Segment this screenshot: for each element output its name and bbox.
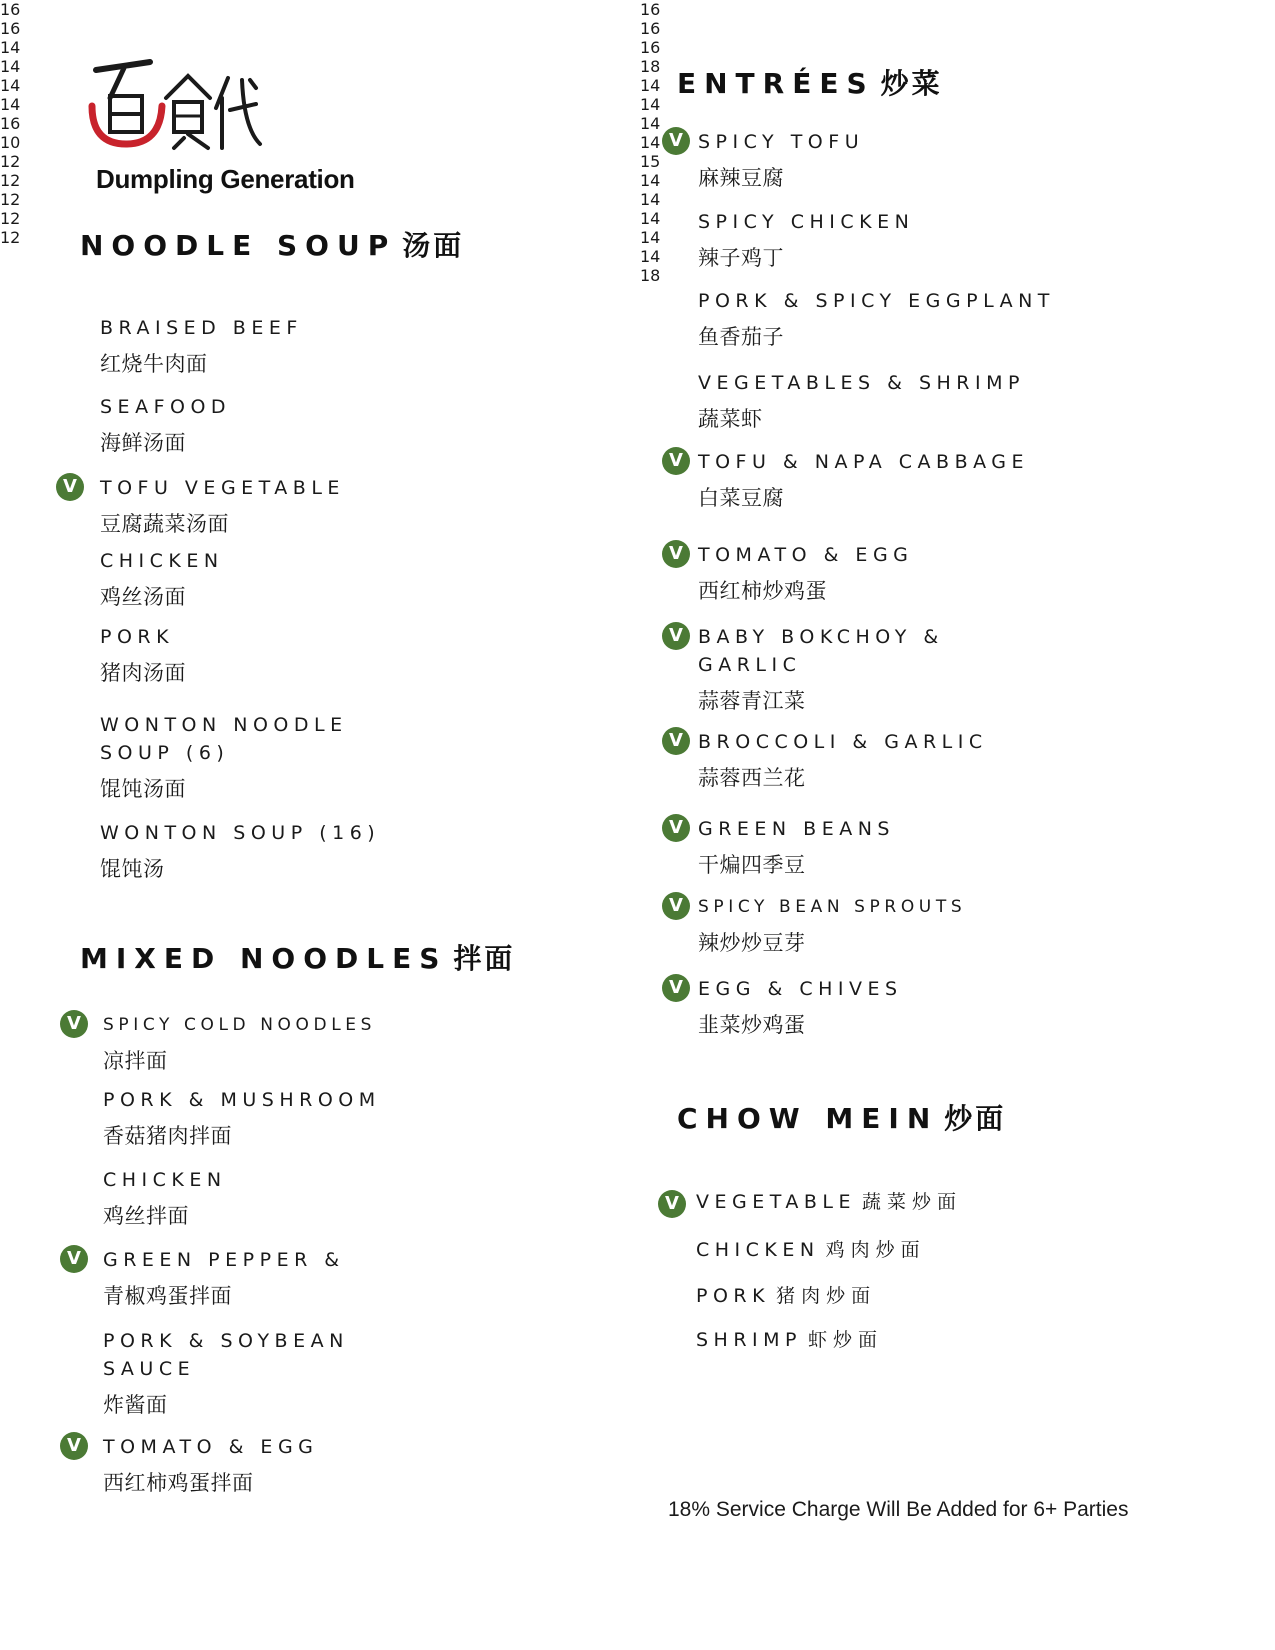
item-price: 16 <box>640 0 661 19</box>
item-name <box>696 1285 876 1307</box>
vegetarian-icon: V <box>658 1190 686 1218</box>
menu-item <box>103 1246 403 1310</box>
item-name-en: PORK <box>696 1285 771 1307</box>
item-name-zh: 西红柿鸡蛋拌面 <box>103 1471 254 1495</box>
menu-item <box>698 541 1058 605</box>
item-name-zh: 青椒鸡蛋拌面 <box>103 1284 232 1308</box>
vegetarian-icon: V <box>60 1010 88 1038</box>
menu-item <box>100 623 430 687</box>
item-price: 14 <box>640 114 661 133</box>
section-title-zh: 炒菜 <box>880 67 943 100</box>
item-name-zh: 白菜豆腐 <box>698 486 784 510</box>
section-title-entrees <box>677 62 943 102</box>
item-name-zh: 辣子鸡丁 <box>698 246 784 270</box>
vegetarian-icon: V <box>662 974 690 1002</box>
service-charge-note: 18% Service Charge Will Be Added for 6+ Parties <box>668 1498 1129 1521</box>
item-price: 16 <box>0 114 21 133</box>
item-price: 15 <box>640 152 661 171</box>
right-column <box>640 0 1275 1351</box>
item-name-zh: 凉拌面 <box>103 1049 168 1073</box>
item-price: 12 <box>0 152 21 171</box>
item-name-zh: 海鲜汤面 <box>100 431 186 455</box>
menu-item <box>698 208 1058 272</box>
vegetarian-icon: V <box>662 622 690 650</box>
item-name-en: VEGETABLE <box>696 1191 856 1213</box>
item-price: 14 <box>640 95 661 114</box>
item-name-zh: 香菇猪肉拌面 <box>103 1124 232 1148</box>
item-name-zh: 蒜蓉西兰花 <box>698 766 806 790</box>
menu-item <box>698 975 1058 1039</box>
item-name-zh: 鱼香茄子 <box>698 325 784 349</box>
item-price: 10 <box>0 133 21 152</box>
item-price: 16 <box>640 38 661 57</box>
item-price: 14 <box>0 38 21 57</box>
item-price: 16 <box>0 0 21 19</box>
menu-item <box>698 623 1058 715</box>
item-name-en: SHRIMP <box>696 1329 803 1351</box>
item-name: SPICY CHICKEN <box>698 211 915 233</box>
menu-item <box>696 1235 926 1262</box>
menu-item <box>698 728 1058 792</box>
item-name: TOFU & NAPA CABBAGE <box>698 451 1030 473</box>
section-title-en: ENTRÉES <box>677 67 875 100</box>
item-name: CHICKEN <box>100 550 224 572</box>
menu-item <box>100 474 430 538</box>
vegetarian-icon: V <box>662 892 690 920</box>
section-title-chow-mein <box>677 1097 1006 1137</box>
menu-item <box>103 1166 403 1230</box>
item-price: 14 <box>640 228 661 247</box>
item-name-zh: 麻辣豆腐 <box>698 166 784 190</box>
item-name-zh: 猪肉炒面 <box>776 1285 877 1307</box>
menu-item <box>698 128 1058 192</box>
item-name <box>696 1191 962 1213</box>
item-price: 18 <box>640 266 661 285</box>
item-name: SEAFOOD <box>100 396 232 418</box>
item-name: VEGETABLES & SHRIMP <box>698 372 1025 394</box>
item-name: GREEN PEPPER & <box>103 1249 345 1271</box>
menu-item <box>103 1011 403 1075</box>
menu-item <box>698 893 1058 957</box>
item-name <box>696 1239 926 1261</box>
item-name-zh: 蔬菜炒面 <box>861 1191 962 1213</box>
item-price: 16 <box>640 19 661 38</box>
item-name-zh: 干煸四季豆 <box>698 853 806 877</box>
vegetarian-icon: V <box>662 540 690 568</box>
item-price: 12 <box>0 228 21 247</box>
section-title-en: MIXED NOODLES <box>80 942 448 975</box>
menu-item <box>696 1281 876 1308</box>
vegetarian-icon: V <box>662 814 690 842</box>
menu-item <box>696 1325 883 1352</box>
item-name: GREEN BEANS <box>698 818 895 840</box>
item-price: 12 <box>0 171 21 190</box>
item-name-zh: 炸酱面 <box>103 1393 168 1417</box>
item-name: PORK <box>100 626 175 648</box>
item-price: 14 <box>640 209 661 228</box>
vegetarian-icon: V <box>56 473 84 501</box>
menu-item <box>100 819 430 883</box>
vegetarian-icon: V <box>662 447 690 475</box>
item-name: SPICY COLD NOODLES <box>103 1015 377 1035</box>
item-name: TOFU VEGETABLE <box>100 477 345 499</box>
item-name-en: CHICKEN <box>696 1239 820 1261</box>
menu-item <box>100 547 430 611</box>
menu-item <box>698 287 1058 351</box>
item-price: 14 <box>0 95 21 114</box>
menu-item <box>103 1433 403 1497</box>
vegetarian-icon: V <box>60 1245 88 1273</box>
item-name: BABY BOKCHOY & GARLIC <box>698 626 944 676</box>
item-name: TOMATO & EGG <box>103 1436 319 1458</box>
item-name-zh: 豆腐蔬菜汤面 <box>100 512 229 536</box>
item-price: 14 <box>640 76 661 95</box>
item-name: PORK & SOYBEAN SAUCE <box>103 1330 349 1380</box>
item-name-zh: 馄饨汤 <box>100 857 165 881</box>
item-name: BRAISED BEEF <box>100 317 303 339</box>
menu-item <box>698 369 1058 433</box>
item-price: 14 <box>0 57 21 76</box>
menu-item <box>103 1327 403 1419</box>
menu-item <box>100 711 430 803</box>
item-price: 14 <box>640 133 661 152</box>
section-title-zh: 汤面 <box>402 229 465 262</box>
section-title-zh: 拌面 <box>453 942 516 975</box>
item-name-zh: 虾炒面 <box>808 1329 884 1351</box>
item-name-zh: 鸡丝拌面 <box>103 1204 189 1228</box>
item-name-zh: 韭菜炒鸡蛋 <box>698 1013 806 1037</box>
item-name-zh: 蔬菜虾 <box>698 407 763 431</box>
vegetarian-icon: V <box>60 1432 88 1460</box>
item-name-zh: 红烧牛肉面 <box>100 352 208 376</box>
vegetarian-icon: V <box>662 727 690 755</box>
item-name: WONTON NOODLE SOUP (6) <box>100 714 348 764</box>
menu-item <box>100 393 430 457</box>
section-title-zh: 炒面 <box>944 1102 1007 1135</box>
item-name: SPICY TOFU <box>698 131 865 153</box>
item-price: 14 <box>640 247 661 266</box>
item-price: 18 <box>640 57 661 76</box>
item-name <box>696 1329 883 1351</box>
menu-item <box>103 1086 403 1150</box>
item-name: SPICY BEAN SPROUTS <box>698 897 967 917</box>
item-price: 14 <box>0 76 21 95</box>
item-name: TOMATO & EGG <box>698 544 914 566</box>
item-price: 12 <box>0 190 21 209</box>
item-name: EGG & CHIVES <box>698 978 903 1000</box>
brand-name: Dumpling Generation <box>96 164 355 194</box>
item-name: WONTON SOUP (16) <box>100 822 381 844</box>
item-name-zh: 蒜蓉青江菜 <box>698 689 806 713</box>
item-price: 14 <box>640 190 661 209</box>
item-price: 12 <box>0 209 21 228</box>
item-name: BROCCOLI & GARLIC <box>698 731 988 753</box>
menu-item <box>698 815 1058 879</box>
item-name: CHICKEN <box>103 1169 227 1191</box>
item-price: 14 <box>640 171 661 190</box>
item-name-zh: 鸡丝汤面 <box>100 585 186 609</box>
item-name-zh: 猪肉汤面 <box>100 661 186 685</box>
item-name: PORK & MUSHROOM <box>103 1089 381 1111</box>
left-column <box>0 0 620 1495</box>
item-name-zh: 馄饨汤面 <box>100 777 186 801</box>
vegetarian-icon: V <box>662 127 690 155</box>
section-title-en: CHOW MEIN <box>677 1102 939 1135</box>
item-name-zh: 鸡肉炒面 <box>825 1239 926 1261</box>
item-price: 16 <box>0 19 21 38</box>
item-name-zh: 辣炒炒豆芽 <box>698 931 806 955</box>
item-name-zh: 西红柿炒鸡蛋 <box>698 579 827 603</box>
menu-item <box>696 1187 962 1214</box>
item-name: PORK & SPICY EGGPLANT <box>698 290 1055 312</box>
section-title-noodle-soup <box>80 224 464 264</box>
section-title-en: NOODLE SOUP <box>80 229 397 262</box>
section-title-mixed-noodles <box>80 937 515 977</box>
menu-item <box>698 448 1058 512</box>
menu-item <box>100 314 430 378</box>
